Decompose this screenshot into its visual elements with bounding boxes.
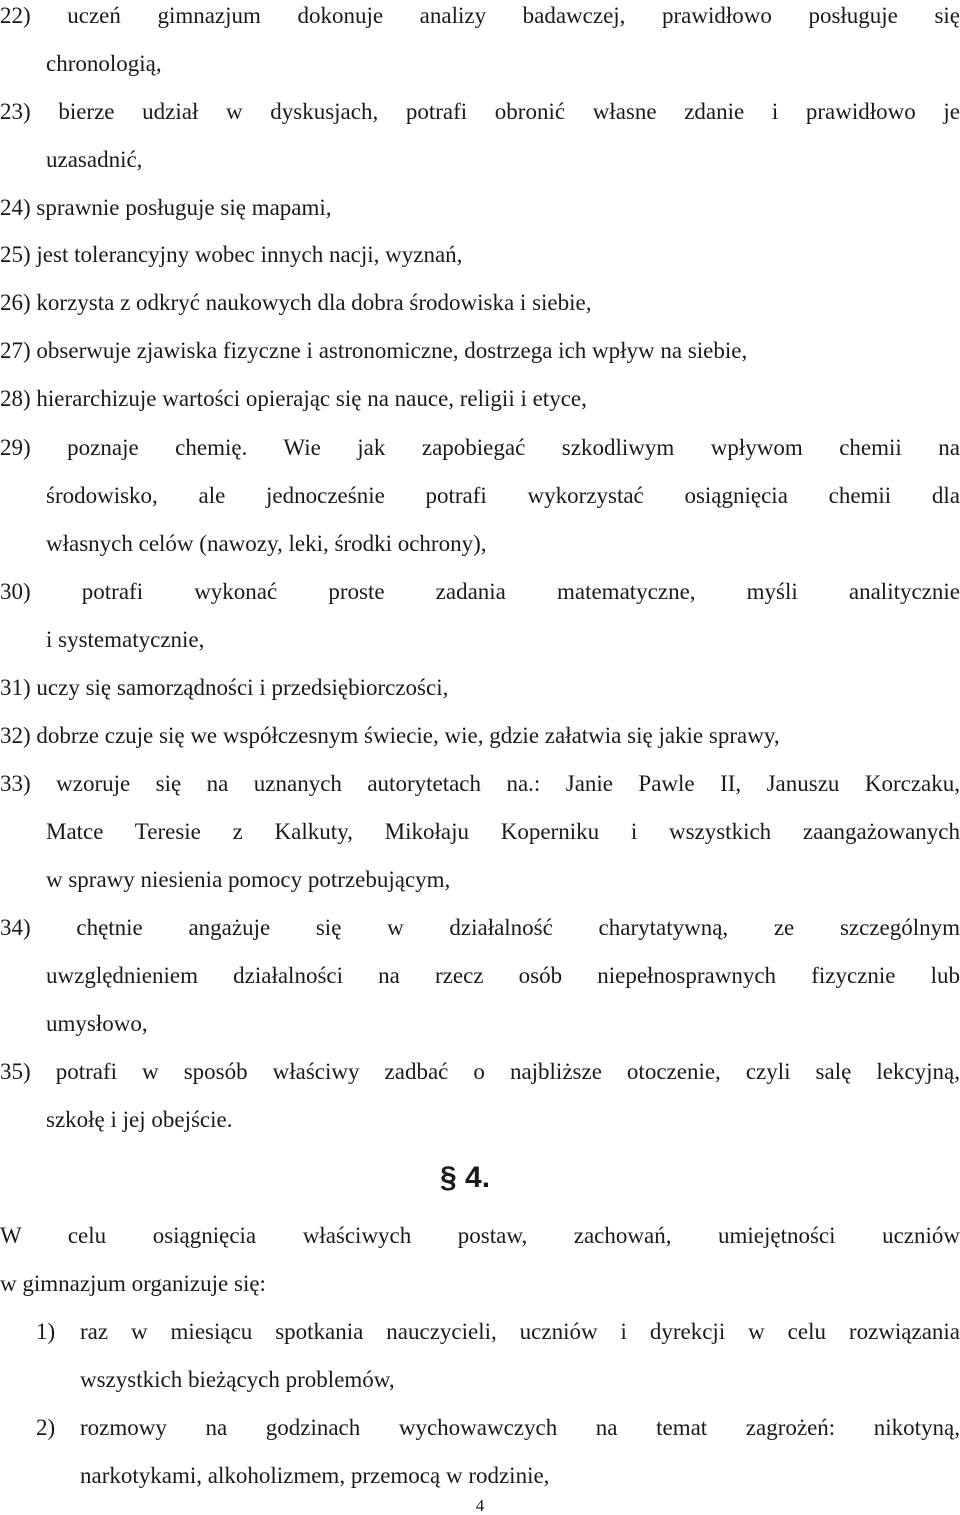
item-text-line: sprawnie posługuje się mapami, xyxy=(36,195,332,220)
item-text-line: obserwuje zjawiska fizyczne i astronomiczne, dostrzega ich wpływ na siebie, xyxy=(36,338,748,363)
list-item-22 xyxy=(0,2,960,30)
item-number: 28) xyxy=(0,386,31,411)
list-item-32 xyxy=(0,722,780,750)
item-number: 31) xyxy=(0,675,31,700)
list-item-29 xyxy=(0,434,960,462)
item-text-line: i systematycznie, xyxy=(46,627,205,652)
item-number: 23) xyxy=(0,99,31,124)
item-number: 25) xyxy=(0,242,31,267)
item-text-line: hierarchizuje wartości opierając się na nauce, religii i etyce, xyxy=(36,386,587,411)
page-number: 4 xyxy=(475,1496,485,1515)
item-text-line: uczy się samorządności i przedsiębiorczości, xyxy=(36,675,449,700)
item-text-line: w sprawy niesienia pomocy potrzebującym, xyxy=(46,867,451,892)
item-text-line: korzysta z odkryć naukowych dla dobra środowiska i siebie, xyxy=(36,290,592,315)
list-item-23 xyxy=(0,98,960,126)
item-text-line: potrafi wykonać proste zadania matematyczne, myśli analitycznie xyxy=(81,579,960,604)
item-text-line: wzoruje się na uznanych autorytetach na.: Janie Pawle II, Januszu Korczaku, xyxy=(56,771,960,796)
list-item-27 xyxy=(0,337,747,365)
item-number: 27) xyxy=(0,338,31,363)
item-text-line: środowisko, ale jednocześnie potrafi wykorzystać osiągnięcia chemii dla xyxy=(46,483,960,508)
item-text-line: jest tolerancyjny wobec innych nacji, wyznań, xyxy=(36,242,463,267)
item-number: 35) xyxy=(0,1059,31,1084)
item-text-line: Matce Teresie z Kalkuty, Mikołaju Koperniku i wszystkich zaangażowanych xyxy=(46,819,960,844)
sub-item-number: 1) xyxy=(36,1319,56,1344)
sub-item-text-line: narkotykami, alkoholizmem, przemocą w rodzinie, xyxy=(80,1463,550,1488)
list-item-33 xyxy=(0,770,960,798)
list-item-31 xyxy=(0,674,448,702)
item-text-line: uzasadnić, xyxy=(46,147,143,172)
item-number: 26) xyxy=(0,290,31,315)
item-text-line: dobrze czuje się we współczesnym świecie, wie, gdzie załatwia się jakie sprawy, xyxy=(36,723,780,748)
list-item-24 xyxy=(0,194,332,222)
list-item-28 xyxy=(0,385,587,413)
intro-text-line: w gimnazjum organizuje się: xyxy=(0,1271,266,1296)
item-number: 34) xyxy=(0,915,31,940)
item-text-line: potrafi w sposób właściwy zadbać o najbliższe otoczenie, czyli salę lekcyjną, xyxy=(55,1059,960,1084)
list-item-30 xyxy=(0,578,960,606)
sub-item-text-line: rozmowy na godzinach wychowawczych na temat zagrożeń: nikotyną, xyxy=(80,1415,960,1440)
item-text-line: uwzględnieniem działalności na rzecz osób niepełnosprawnych fizycznie lub xyxy=(46,963,960,988)
item-number: 24) xyxy=(0,195,31,220)
intro-text-line: W celu osiągnięcia właściwych postaw, zachowań, umiejętności uczniów xyxy=(0,1223,960,1248)
list-item-34 xyxy=(0,914,960,942)
item-text-line: chętnie angażuje się w działalność charytatywną, ze szczególnym xyxy=(76,915,960,940)
item-number: 30) xyxy=(0,579,31,604)
item-text-line: własnych celów (nawozy, leki, środki ochrony), xyxy=(46,531,487,556)
section-heading: § 4. xyxy=(440,1161,491,1194)
list-item-25 xyxy=(0,241,462,269)
item-number: 29) xyxy=(0,435,31,460)
item-text-line: szkołę i jej obejście. xyxy=(46,1107,233,1132)
item-text-line: umysłowo, xyxy=(46,1011,148,1036)
item-text-line: uczeń gimnazjum dokonuje analizy badawczej, prawidłowo posługuje się xyxy=(67,3,960,28)
item-number: 33) xyxy=(0,771,31,796)
item-text-line: bierze udział w dyskusjach, potrafi obronić własne zdanie i prawidłowo je xyxy=(58,99,960,124)
sub-item-number: 2) xyxy=(36,1415,56,1440)
list-item-35 xyxy=(0,1058,960,1086)
item-number: 22) xyxy=(0,3,31,28)
item-text-line: chronologią, xyxy=(46,51,162,76)
sub-item-text-line: raz w miesiącu spotkania nauczycieli, uczniów i dyrekcji w celu rozwiązania xyxy=(80,1319,960,1344)
item-text-line: poznaje chemię. Wie jak zapobiegać szkodliwym wpływom chemii na xyxy=(67,435,960,460)
item-number: 32) xyxy=(0,723,31,748)
sub-item-text-line: wszystkich bieżących problemów, xyxy=(80,1367,395,1392)
list-item-26 xyxy=(0,289,591,317)
